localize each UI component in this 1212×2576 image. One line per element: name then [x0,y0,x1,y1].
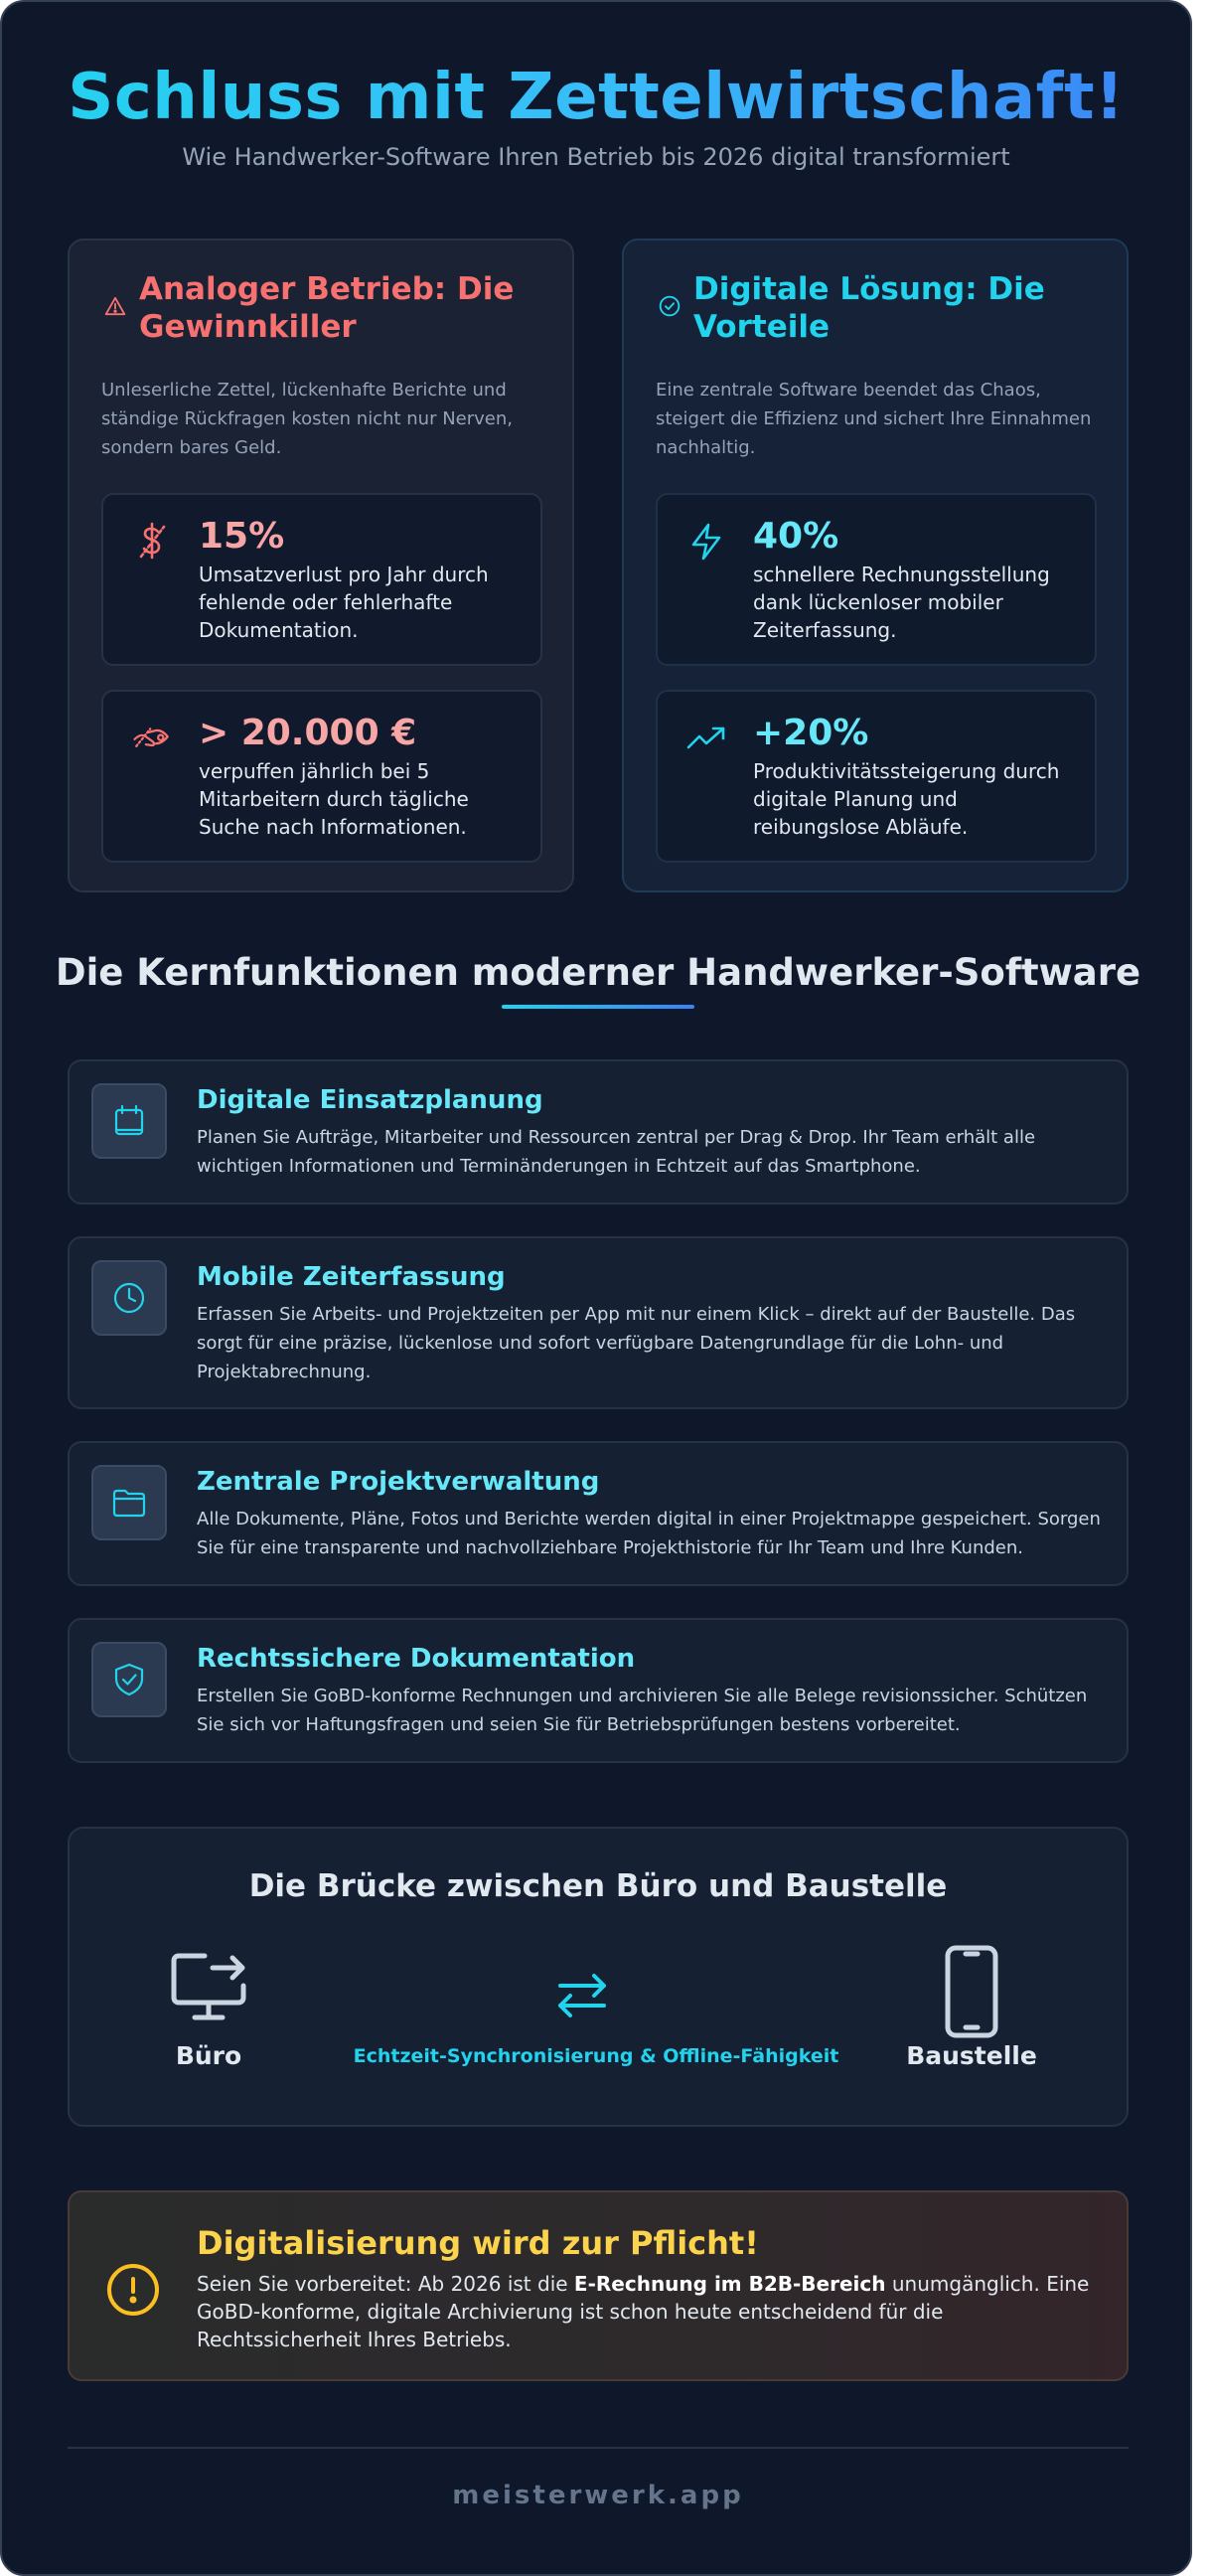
feature-title: Zentrale Projektverwaltung [197,1467,600,1497]
bridge-title: Die Brücke zwischen Büro und Baustelle [248,1868,948,1904]
alert-title: Digitalisierung wird zur Pflicht! [197,2224,759,2262]
exclamation-circle-icon [105,2262,161,2318]
stat-text: schnellere Rechnungsstellung dank lückenloser mobiler Zeiterfassung. [753,563,1050,642]
feature-text: Alle Dokumente, Pläne, Fotos und Berichte werden digital in einer Projektmappe gespeichert. Sorgen Sie für eine transparente und nachvollziehbare Projekthistorie für Ihr Team und Ihre Kunden. [197,1509,1101,1558]
alert-text-end: unumgänglich. Eine GoBD-konforme, digitale Archivierung ist schon heute entscheidend für die Rechtssicherheit Ihres Betriebs. [197,2272,1090,2351]
feature-title: Mobile Zeiterfassung [197,1262,506,1292]
page-subtitle: Wie Handwerker-Software Ihren Betrieb bis 2026 digital transformiert [182,143,1010,171]
check-circle-icon [656,292,683,320]
footer-brand: meisterwerk.app [452,2481,744,2510]
stat-card [656,493,1097,666]
digital-card-title [693,270,1045,346]
footer-divider [68,2447,1129,2449]
lightning-icon [685,521,727,563]
features-section-title: Die Kernfunktionen moderner Handwerker-Software [55,951,1141,994]
alert-box [68,2190,1129,2381]
analog-card-title [139,270,514,346]
arrows-exchange-icon [552,1966,612,2025]
stat-card [656,690,1097,863]
header [2,2,1190,171]
feature-title: Rechtssichere Dokumentation [197,1644,636,1674]
stat-card [101,690,542,863]
dollar-sign-icon [131,521,173,563]
clock-icon [110,1279,148,1317]
digital-title-line1: Digitale Lösung: Die [693,271,1045,307]
feature-card [68,1441,1129,1586]
section-title-underline [502,1005,694,1009]
alert-text-highlight: E-Rechnung im B2B-Bereich [573,2272,886,2296]
analog-description: Unleserliche Zettel, lückenhafte Berichte und ständige Rückfragen kosten nicht nur Nerven, sondern bares Geld. [101,380,514,458]
stat-value: 15% [199,516,285,557]
bridge-section [68,1827,1129,2127]
feature-icon-box [91,1083,167,1159]
analog-title-line1: Analoger Betrieb: Die [139,271,515,307]
feature-icon-box [91,1642,167,1717]
page-title: Schluss mit Zettelwirtschaft! [2,60,1190,135]
digital-description: Eine zentrale Software beendet das Chaos, steigert die Effizienz und sichert Ihre Einnahmen nachhaltig. [656,380,1092,458]
stat-value: > 20.000 € [199,713,417,753]
feature-card [68,1618,1129,1763]
digital-card [622,239,1129,892]
bridge-right-label: Baustelle [906,2041,1037,2070]
folder-icon [110,1484,148,1522]
bridge-sync-label: Echtzeit-Synchronisierung & Offline-Fähigkeit [353,2045,839,2067]
shield-check-icon [110,1661,148,1698]
money-loss-icon [131,718,173,759]
calendar-icon [110,1102,148,1140]
stat-card [101,493,542,666]
digital-title-line2: Vorteile [693,309,831,345]
stat-value: +20% [753,713,869,753]
digital-card-header [656,270,1095,348]
feature-icon-box [91,1465,167,1540]
alert-text-start: Seien Sie vorbereitet: Ab 2026 ist die [197,2272,574,2296]
alert-text [197,2270,1111,2353]
desktop-sync-icon [167,1948,250,2031]
stat-text: Umsatzverlust pro Jahr durch fehlende oder fehlerhafte Dokumentation. [199,563,489,642]
feature-text: Erfassen Sie Arbeits- und Projektzeiten per App mit nur einem Klick – direkt auf der Baustelle. Das sorgt für eine präzise, lückenlose und sofort verfügbare Datengrundlage für die Lohn- und Projektabrechnung. [197,1304,1076,1382]
stat-text: verpuffen jährlich bei 5 Mitarbeitern durch tägliche Suche nach Informationen. [199,759,469,839]
stat-text: Produktivitätssteigerung durch digitale Planung und reibungslose Abläufe. [753,759,1060,839]
smartphone-icon [942,1944,1001,2039]
feature-card [68,1059,1129,1205]
stat-value: 40% [753,516,839,557]
feature-text: Planen Sie Aufträge, Mitarbeiter und Ressourcen zentral per Drag & Drop. Ihr Team erhält alle wichtigen Informationen und Terminänderungen in Echtzeit auf das Smartphone. [197,1127,1036,1177]
warning-icon [101,292,129,320]
feature-card [68,1236,1129,1409]
trending-up-icon [685,718,727,759]
analog-card-header [101,270,540,348]
comparison-section [68,239,1129,892]
feature-title: Digitale Einsatzplanung [197,1085,543,1115]
feature-icon-box [91,1260,167,1336]
bridge-left-label: Büro [175,2041,242,2070]
feature-text: Erstellen Sie GoBD-konforme Rechnungen und archivieren Sie alle Belege revisionssicher. Schützen Sie sich vor Haftungsfragen und seien Sie für Betriebsprüfungen bestens vorbereitet. [197,1686,1088,1735]
analog-title-line2: Gewinnkiller [139,309,357,345]
analog-card [68,239,574,892]
